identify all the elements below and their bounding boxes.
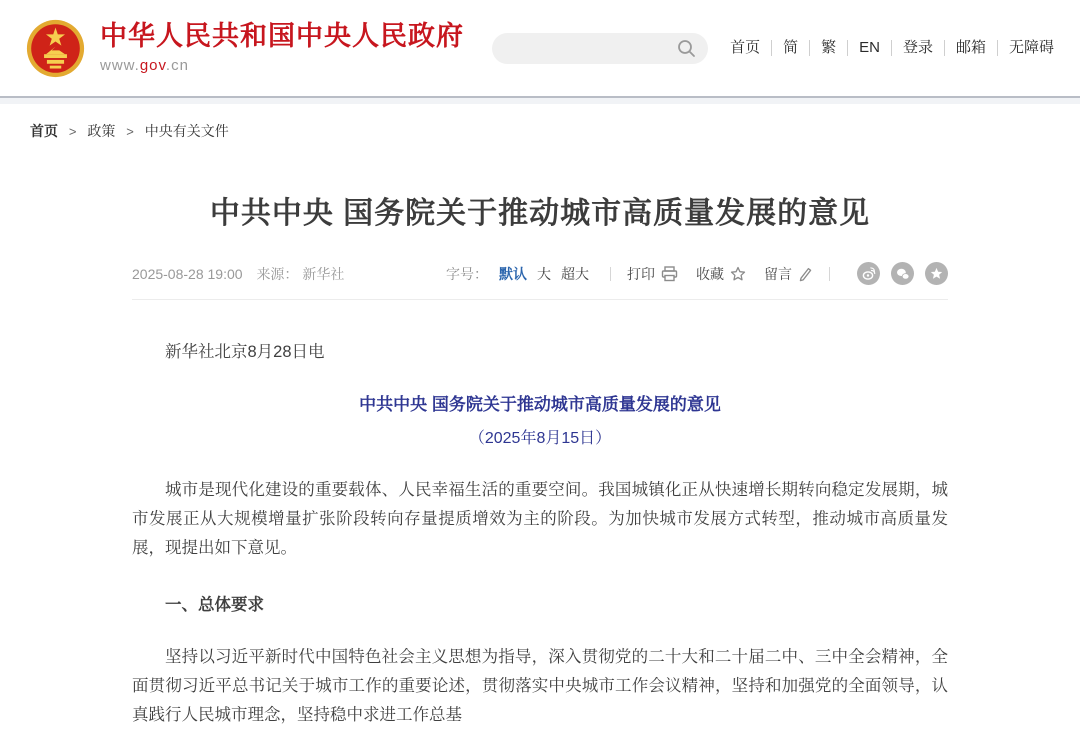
nav-accessibility[interactable]: 无障碍 — [997, 40, 1054, 56]
favorite-label: 收藏 — [696, 265, 724, 282]
weibo-share-icon[interactable] — [857, 262, 880, 285]
page-title: 中共中央 国务院关于推动城市高质量发展的意见 — [209, 197, 871, 230]
header-divider — [0, 96, 1080, 104]
document-date: （2025年8月15日） — [468, 430, 612, 447]
url-cn: .cn — [165, 56, 189, 74]
site-title: 中华人民共和国中央人民政府 — [100, 21, 464, 52]
breadcrumb-home[interactable]: 首页 — [30, 123, 58, 139]
nav-home[interactable]: 首页 — [730, 39, 761, 56]
wechat-share-icon[interactable] — [891, 262, 914, 285]
article-meta-tools — [446, 262, 948, 285]
header-right — [492, 33, 1054, 64]
search-box[interactable] — [492, 33, 708, 64]
comment-button[interactable] — [764, 264, 813, 284]
comment-label: 留言 — [764, 265, 792, 282]
top-nav — [730, 40, 1054, 56]
nav-traditional[interactable]: 繁 — [809, 40, 847, 56]
print-button[interactable] — [627, 264, 678, 284]
breadcrumb-separator: > — [126, 124, 134, 139]
breadcrumb — [0, 104, 1080, 155]
qzone-star-share-icon[interactable] — [925, 262, 948, 285]
search-icon[interactable] — [677, 39, 696, 58]
article-meta-left — [132, 264, 344, 284]
breadcrumb-central-documents[interactable]: 中央有关文件 — [144, 123, 229, 139]
print-label: 打印 — [627, 265, 655, 282]
paragraph: 坚持以习近平新时代中国特色社会主义思想为指导，深入贯彻党的二十大和二十届二中、三中全会精神，全面贯彻习近平总书记关于城市工作的重要论述，贯彻落实中央城市工作会议精神，坚持和加强党的全面领导，认真践行人民城市理念，坚持稳中求进工作总基 — [132, 648, 948, 724]
document-body — [132, 338, 948, 730]
source-label: 来源： — [256, 265, 299, 282]
breadcrumb-policy[interactable]: 政策 — [87, 123, 116, 139]
publish-datetime: 2025-08-28 19:00 — [132, 265, 243, 282]
site-ident — [100, 22, 464, 74]
pencil-icon — [798, 266, 813, 281]
article-meta-row — [132, 262, 948, 285]
news-dateline: 新华社北京8月28日电 — [165, 343, 325, 361]
search-input[interactable] — [506, 33, 671, 64]
font-size-xlarge[interactable]: 超大 — [561, 265, 589, 282]
national-emblem-icon — [25, 18, 86, 79]
nav-mailbox[interactable]: 邮箱 — [944, 40, 997, 56]
source-value: 新华社 — [302, 265, 345, 282]
nav-login[interactable]: 登录 — [891, 40, 944, 56]
article — [132, 188, 948, 730]
printer-icon — [661, 266, 678, 282]
font-size-default[interactable]: 默认 — [499, 265, 527, 282]
favorite-button[interactable] — [696, 264, 746, 284]
nav-english[interactable]: EN — [847, 40, 891, 56]
section-heading: 一、总体要求 — [165, 596, 264, 614]
document-title: 中共中央 国务院关于推动城市高质量发展的意见 — [359, 395, 721, 414]
site-logo[interactable] — [25, 18, 464, 79]
meta-divider — [132, 299, 948, 300]
divider — [829, 267, 830, 281]
nav-simplified[interactable]: 简 — [771, 40, 809, 56]
star-outline-icon — [730, 266, 746, 282]
font-size-large[interactable]: 大 — [537, 265, 551, 282]
breadcrumb-separator: > — [68, 124, 77, 139]
paragraph: 城市是现代化建设的重要载体、人民幸福生活的重要空间。我国城镇化正从快速增长期转向稳定发展期，城市发展正从大规模增量扩张阶段转向存量提质增效为主的阶段。为加快城市发展方式转型，推动城市高质量发展，现提出如下意见。 — [132, 481, 948, 557]
url-www: www. — [100, 56, 140, 74]
share-group — [846, 262, 948, 285]
url-gov: gov — [139, 56, 166, 74]
divider — [610, 267, 611, 281]
font-size-label: 字号： — [446, 265, 488, 282]
site-header — [0, 0, 1080, 96]
site-url — [100, 57, 464, 74]
